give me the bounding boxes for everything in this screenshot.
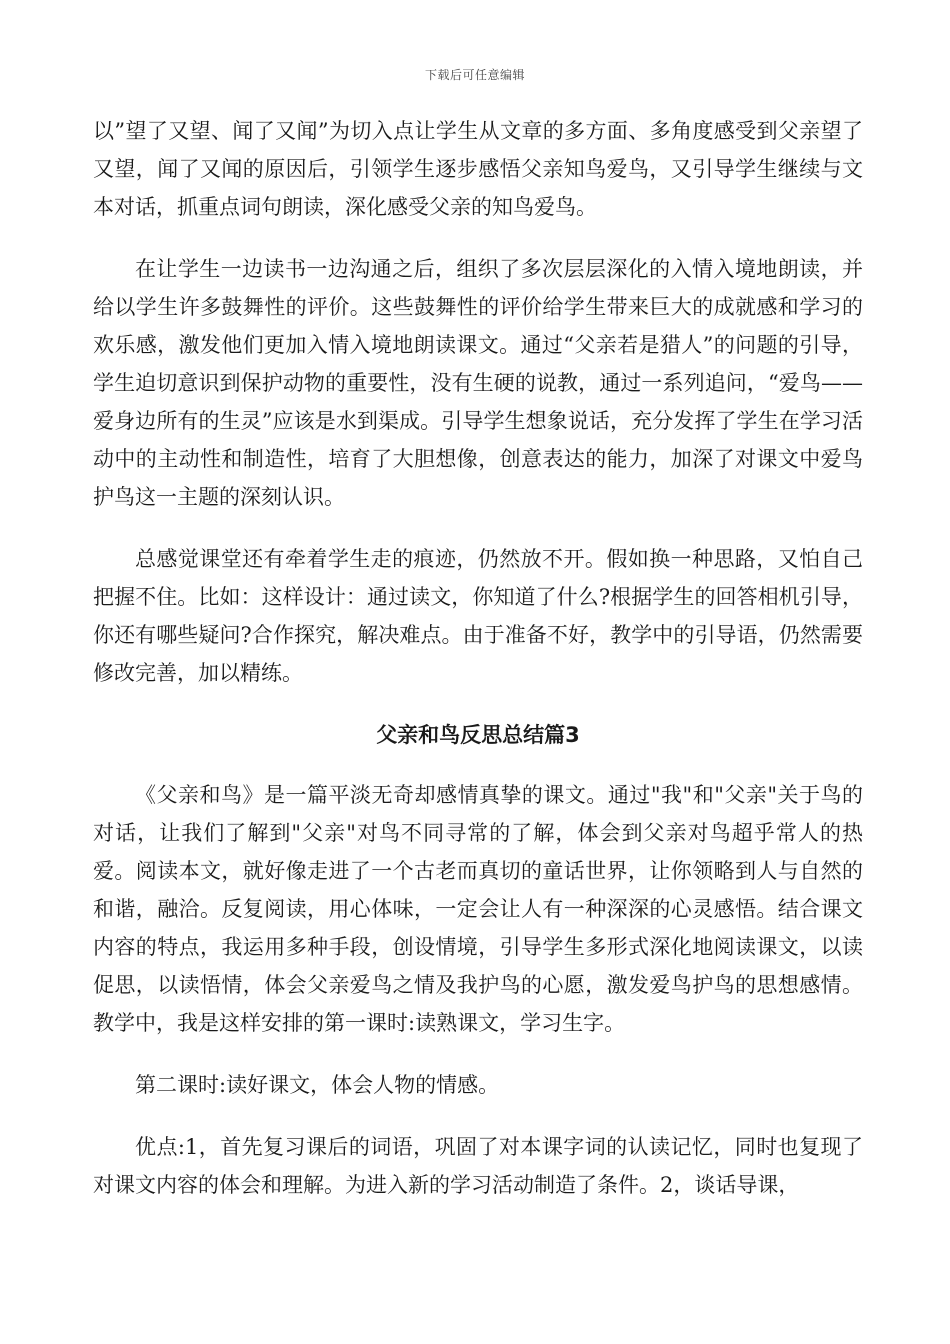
paragraph-4: 《父亲和鸟》是一篇平淡无奇却感情真挚的课文。通过"我"和"父亲"关于鸟的对话，让我们了解到"父亲"对鸟不同寻常的了解，体会到父亲对鸟超乎常人的热爱。阅读本文，就好像走进了一个古老而真切的童话世界，让你领略到人与自然的和谐，融洽。反复阅读，用心体味，一定会让人有一种深深的心灵感悟。结合课文内容的特点，我运用多种手段，创设情境，引导学生多形式深化地阅读课文，以读促思，以读悟情，体会父亲爱鸟之情及我护鸟的心愿，激发爱鸟护鸟的思想感情。教学中，我是这样安排的第一课时:读熟课文，学习生字。 [93,783,863,1035]
page-header-note: 下载后可任意编辑 [424,68,525,82]
paragraph-1: 以”望了又望、闻了又闻”为切入点让学生从文章的多方面、多角度感受到父亲望了又望，闻了又闻的原因后，引领学生逐步感悟父亲知鸟爱鸟，又引导学生继续与文本对话，抓重点词句朗读，深化感受父亲的知鸟爱鸟。 [93,119,863,219]
paragraph-5: 第二课时:读好课文，体会人物的情感。 [135,1073,500,1097]
paragraph-2: 在让学生一边读书一边沟通之后，组织了多次层层深化的入情入境地朗读，并给以学生许多鼓舞性的评价。这些鼓舞性的评价给学生带来巨大的成就感和学习的欢乐感，激发他们更加入情入境地朗读课文。通过“父亲若是猎人”的问题的引导，学生迫切意识到保护动物的重要性，没有生硬的说教，通过一系列追问，“爱鸟——爱身边所有的生灵”应该是水到渠成。引导学生想象说话，充分发挥了学生在学习活动中的主动性和制造性，培育了大胆想像，创意表达的能力，加深了对课文中爱鸟护鸟这一主题的深刻认识。 [93,257,863,509]
document-body [93,112,863,1204]
section-title: 父亲和鸟反思总结篇3 [376,723,580,747]
paragraph-6: 优点:1，首先复习课后的词语，巩固了对本课字词的认读记忆，同时也复现了对课文内容的体会和理解。为进入新的学习活动制造了条件。2，谈话导课， [93,1135,863,1197]
paragraph-3: 总感觉课堂还有牵着学生走的痕迹，仍然放不开。假如换一种思路，又怕自己把握不住。比如：这样设计：通过读文，你知道了什么?根据学生的回答相机引导，你还有哪些疑问?合作探究，解决难点。由于准备不好，教学中的引导语，仍然需要修改完善，加以精练。 [93,547,863,685]
